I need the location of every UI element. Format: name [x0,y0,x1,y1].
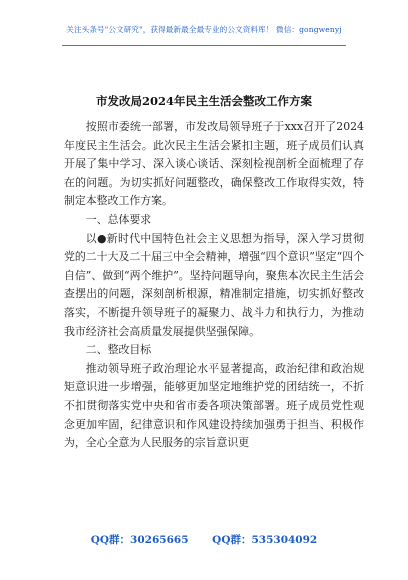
header-divider [62,45,346,46]
document-title: 市发改局2024年民主生活会整改工作方案 [95,94,312,108]
document-body [64,118,364,453]
footer-qq-group-1: QQ群：30265665 [90,534,189,546]
top-banner: 关注头条号"公文研究"，获得最新最全最专业的公文资料库！ 微信：gongwenyj [66,25,342,34]
section-heading-rectification-goals: 二、整改目标 [85,343,152,357]
rectification-goals-paragraph: 推动领导班子政治理论水平显著提高，政治纪律和政治规矩意识进一步增强，能够更加坚定地维护党的团结统一，不折不扣贯彻落实党中央和省市委各项决策部署。班子成员党性观念更加牢固，纪律意识和作风建设持续加强勇于担当、积极作为，全心全意为人民服务的宗旨意识更 [64,361,364,450]
footer-qq-group-2: QQ群：535304092 [212,534,318,546]
intro-paragraph: 按照市委统一部署，市发改局领导班子于xxx召开了2024年度民主生活会。此次民主生活会紧扣主题，班子成员们认真开展了集中学习、深入谈心谈话、深刻检视剖析全面梳理了存在的问题。为切实抓好问题整改，确保整改工作取得实效，特制定本整改工作方案。 [64,120,364,208]
general-requirements-paragraph: 以●新时代中国特色社会主义思想为指导，深入学习贯彻党的二十大及二十届三中全会精神，增强“四个意识”坚定“四个自信”、做到“两个维护”。坚持问题导向，聚焦本次民主生活会查摆出的问题，深刻剖析根源，精准制定措施，切实抓好整改落实，不断提升领导班子的凝聚力、战斗力和执行力，为推动我市经济社会高质量发展提供坚强保障。 [64,231,364,338]
footer-contact [0,532,408,547]
section-heading-general-requirements: 一、总体要求 [85,212,152,226]
